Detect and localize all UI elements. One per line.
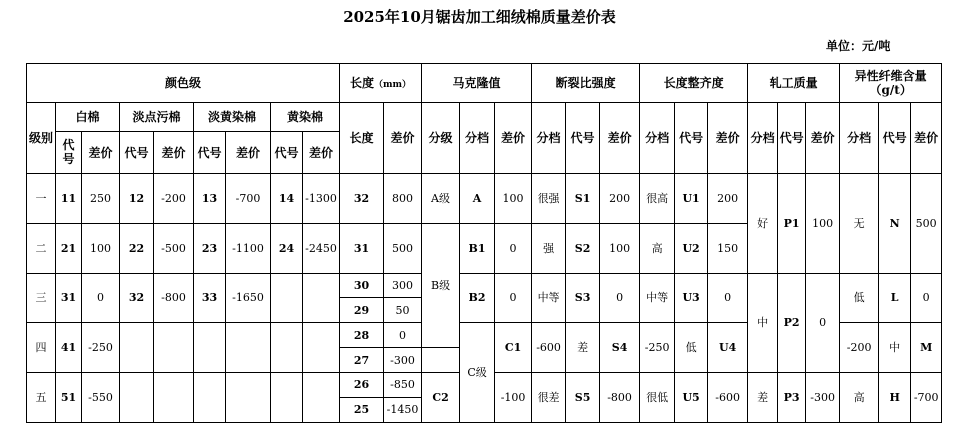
uniformity-diff: -200 (840, 323, 879, 373)
ginning-diff: -300 (806, 373, 840, 423)
empty-cell (120, 323, 154, 373)
ginning-tier: 好 (748, 173, 778, 273)
length-value: 29 (340, 298, 384, 323)
foreign-code-header: 代号 (879, 103, 911, 174)
micronaire-tier: B2 (460, 273, 495, 323)
strength-tier: 很强 (532, 173, 566, 223)
spot-diff: -500 (154, 223, 194, 273)
length-diff: -850 (384, 373, 422, 398)
grade-cell: 一 (27, 173, 56, 223)
length-value: 32 (340, 173, 384, 223)
length-diff: -300 (384, 348, 422, 373)
light-yellow-header: 淡黄染棉 (194, 103, 271, 132)
grade-cell: 四 (27, 323, 56, 373)
color-group-header: 颜色级 (27, 64, 340, 103)
white-code: 31 (56, 273, 82, 323)
white-code: 41 (56, 323, 82, 373)
uniformity-tier: 很高 (640, 173, 675, 223)
strength-diff-header: 差价 (600, 103, 640, 174)
foreign-diff-header: 差价 (911, 103, 942, 174)
micronaire-diff: 100 (495, 173, 532, 223)
strength-tier: 中等 (532, 273, 566, 323)
spot-code: 12 (120, 173, 154, 223)
micronaire-tier: C1 (495, 323, 532, 373)
strength-tier: 差 (566, 323, 600, 373)
length-diff: 300 (384, 273, 422, 298)
strength-diff: -250 (640, 323, 675, 373)
length-diff: -1450 (384, 398, 422, 423)
strength-diff: 200 (600, 173, 640, 223)
white-diff: 250 (82, 173, 120, 223)
page-title: 2025年10月锯齿加工细绒棉质量差价表 (343, 8, 616, 26)
empty-cell (194, 373, 226, 423)
yellow-diff-empty (303, 273, 340, 323)
micronaire-class: B级 (422, 223, 460, 347)
foreign-code: N (879, 173, 911, 273)
foreign-diff: 0 (911, 273, 942, 323)
white-diff-header: 差价 (82, 132, 120, 174)
foreign-tier: 低 (840, 273, 879, 323)
uniformity-diff-header: 差价 (708, 103, 748, 174)
micronaire-class: A级 (422, 173, 460, 223)
foreign-tier-header: 分档 (840, 103, 879, 174)
micronaire-class: C级 (460, 323, 495, 423)
length-value: 25 (340, 398, 384, 423)
grade-cell: 二 (27, 223, 56, 273)
strength-code: S1 (566, 173, 600, 223)
empty-cell (303, 373, 340, 423)
spot-code: 32 (120, 273, 154, 323)
uniformity-diff: 200 (708, 173, 748, 223)
foreign-tier: 中 (879, 323, 911, 373)
grade-header: 级别 (27, 103, 56, 174)
light-diff: -1100 (226, 223, 271, 273)
yellow-code: 14 (271, 173, 303, 223)
ginning-code: P3 (778, 373, 806, 423)
spot-code: 22 (120, 223, 154, 273)
strength-tier: 很差 (532, 373, 566, 423)
length-diff: 50 (384, 298, 422, 323)
price-difference-table (26, 63, 942, 423)
micronaire-class-header: 分级 (422, 103, 460, 174)
ginning-diff: 0 (806, 273, 840, 373)
uniformity-code: U4 (708, 323, 748, 373)
foreign-code: H (879, 373, 911, 423)
length-value: 28 (340, 323, 384, 348)
strength-code: S5 (566, 373, 600, 423)
white-cotton-header: 白棉 (56, 103, 120, 132)
ginning-diff-header: 差价 (806, 103, 840, 174)
white-diff: 0 (82, 273, 120, 323)
yellow-diff-header: 差价 (303, 132, 340, 174)
length-unit: （mm） (374, 79, 412, 90)
empty-cell (271, 373, 303, 423)
ginning-diff: 100 (806, 173, 840, 273)
length-value: 30 (340, 273, 384, 298)
uniformity-code: U5 (675, 373, 708, 423)
ginning-code: P2 (778, 273, 806, 373)
white-diff: 100 (82, 223, 120, 273)
foreign-code: L (879, 273, 911, 323)
white-code-header: 代号 (56, 132, 82, 174)
light-diff-header: 差价 (226, 132, 271, 174)
micronaire-tier: A (460, 173, 495, 223)
unit-note: 单位：元/吨 (826, 39, 891, 53)
strength-code: S4 (600, 323, 640, 373)
uniformity-code: U1 (675, 173, 708, 223)
foreign-diff: 500 (911, 173, 942, 273)
foreign-fiber-unit: （g/t） (869, 83, 912, 98)
light-spotted-header: 淡点污棉 (120, 103, 194, 132)
yellow-stained-header: 黄染棉 (271, 103, 340, 132)
foreign-fiber-group-header (840, 64, 942, 103)
empty-cell (226, 323, 271, 373)
yellow-diff: -2450 (303, 223, 340, 273)
yellow-diff: -1300 (303, 173, 340, 223)
strength-tier-header: 分档 (532, 103, 566, 174)
length-diff-header: 差价 (384, 103, 422, 174)
foreign-fiber-label: 异性纤维含量 (854, 68, 927, 83)
length-value: 31 (340, 223, 384, 273)
uniformity-diff: 150 (708, 223, 748, 273)
light-diff: -700 (226, 173, 271, 223)
empty-cell (271, 323, 303, 373)
strength-code-header: 代号 (566, 103, 600, 174)
spot-diff: -200 (154, 173, 194, 223)
strength-tier: 强 (532, 223, 566, 273)
table-row (27, 173, 942, 223)
uniformity-code-header: 代号 (675, 103, 708, 174)
grade-cell: 三 (27, 273, 56, 323)
uniformity-tier: 高 (640, 223, 675, 273)
ginning-tier: 中 (748, 273, 778, 373)
table-row (27, 273, 942, 298)
micronaire-diff: -100 (495, 373, 532, 423)
yellow-code-header: 代号 (271, 132, 303, 174)
micronaire-tier: B1 (460, 223, 495, 273)
strength-code: S2 (566, 223, 600, 273)
micronaire-diff: 0 (495, 223, 532, 273)
empty-cell (120, 373, 154, 423)
white-code: 21 (56, 223, 82, 273)
foreign-code: M (911, 323, 942, 373)
micronaire-diff: 0 (495, 273, 532, 323)
length-col-header: 长度 (340, 103, 384, 174)
grade-cell: 五 (27, 373, 56, 423)
length-diff: 0 (384, 323, 422, 348)
micronaire-group-header: 马克隆值 (422, 64, 532, 103)
ginning-tier: 差 (748, 373, 778, 423)
length-group-header (340, 64, 422, 103)
uniformity-tier: 很低 (640, 373, 675, 423)
empty-cell (154, 373, 194, 423)
length-diff: 500 (384, 223, 422, 273)
micronaire-tier-header: 分档 (460, 103, 495, 174)
ginning-code-header: 代号 (778, 103, 806, 174)
light-code: 23 (194, 223, 226, 273)
strength-code: S3 (566, 273, 600, 323)
uniformity-tier-header: 分档 (640, 103, 675, 174)
micronaire-diff-header: 差价 (495, 103, 532, 174)
ginning-code: P1 (778, 173, 806, 273)
spot-diff: -800 (154, 273, 194, 323)
uniformity-tier: 低 (675, 323, 708, 373)
empty-cell (226, 373, 271, 423)
empty-cell (154, 323, 194, 373)
uniformity-diff: 0 (708, 273, 748, 323)
length-value: 26 (340, 373, 384, 398)
foreign-tier: 无 (840, 173, 879, 273)
uniformity-code: U2 (675, 223, 708, 273)
length-group-label: 长度 (350, 75, 375, 90)
strength-diff: -800 (600, 373, 640, 423)
uniformity-diff: -600 (708, 373, 748, 423)
white-diff: -250 (82, 323, 120, 373)
spot-diff-header: 差价 (154, 132, 194, 174)
spot-code-header: 代号 (120, 132, 154, 174)
light-diff: -1650 (226, 273, 271, 323)
white-code: 11 (56, 173, 82, 223)
uniformity-code: U3 (675, 273, 708, 323)
ginning-tier-header: 分档 (748, 103, 778, 174)
white-diff: -550 (82, 373, 120, 423)
uniformity-tier: 中等 (640, 273, 675, 323)
strength-diff: 100 (600, 223, 640, 273)
length-value: 27 (340, 348, 384, 373)
ginning-group-header: 轧工质量 (748, 64, 840, 103)
light-code: 33 (194, 273, 226, 323)
micronaire-diff: -600 (532, 323, 566, 373)
micronaire-tier: C2 (422, 373, 460, 423)
empty-cell (194, 323, 226, 373)
light-code-header: 代号 (194, 132, 226, 174)
white-code: 51 (56, 373, 82, 423)
foreign-diff: -700 (911, 373, 942, 423)
length-diff: 800 (384, 173, 422, 223)
foreign-tier: 高 (840, 373, 879, 423)
uniformity-group-header: 长度整齐度 (640, 64, 748, 103)
yellow-code-empty (271, 273, 303, 323)
strength-group-header: 断裂比强度 (532, 64, 640, 103)
empty-cell (303, 323, 340, 373)
strength-diff: 0 (600, 273, 640, 323)
yellow-code: 24 (271, 223, 303, 273)
light-code: 13 (194, 173, 226, 223)
